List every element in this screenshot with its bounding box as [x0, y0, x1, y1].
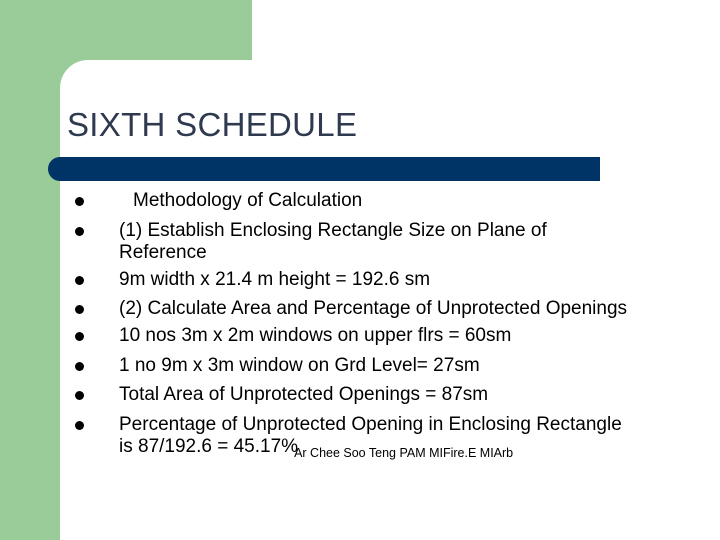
- list-item-text: 9m width x 21.4 m height = 192.6 sm: [119, 268, 431, 290]
- bullet-icon: [75, 332, 84, 341]
- list-item: [74, 414, 634, 459]
- list-item-text: Total Area of Unprotected Openings = 87sm: [119, 384, 489, 405]
- list-item-text: (2) Calculate Area and Percentage of Unprotected Openings: [119, 298, 628, 319]
- list-item-text: 10 nos 3m x 2m windows on upper flrs = 60sm: [119, 325, 512, 346]
- list-item: [74, 269, 634, 291]
- list-item-text: Methodology of Calculation: [133, 190, 363, 211]
- list-item-text: 1 no 9m x 3m window on Grd Level= 27sm: [119, 354, 480, 376]
- list-item: [74, 190, 634, 212]
- list-item-text: Percentage of Unprotected Opening in Enclosing Rectangle is 87/192.6 = 45.17%: [119, 413, 622, 457]
- bullet-list: [74, 190, 634, 466]
- bullet-icon: [75, 362, 84, 371]
- bullet-icon: [75, 305, 84, 314]
- list-item: [74, 220, 634, 264]
- list-item: [74, 298, 634, 320]
- bullet-icon: [75, 421, 84, 430]
- bullet-icon: [75, 227, 84, 236]
- bullet-icon: [75, 391, 84, 400]
- author-credit: Ar Chee Soo Teng PAM MIFire.E MIArb: [294, 445, 514, 460]
- bullet-icon: [75, 197, 84, 206]
- slide-title: SIXTH SCHEDULE: [67, 106, 358, 143]
- list-item-text: (1) Establish Enclosing Rectangle Size on Plane of Reference: [119, 219, 547, 263]
- list-item: [74, 384, 634, 406]
- list-item: [74, 355, 634, 377]
- bullet-icon: [75, 276, 84, 285]
- list-item: [74, 325, 634, 347]
- title-underline-bar: [48, 157, 600, 181]
